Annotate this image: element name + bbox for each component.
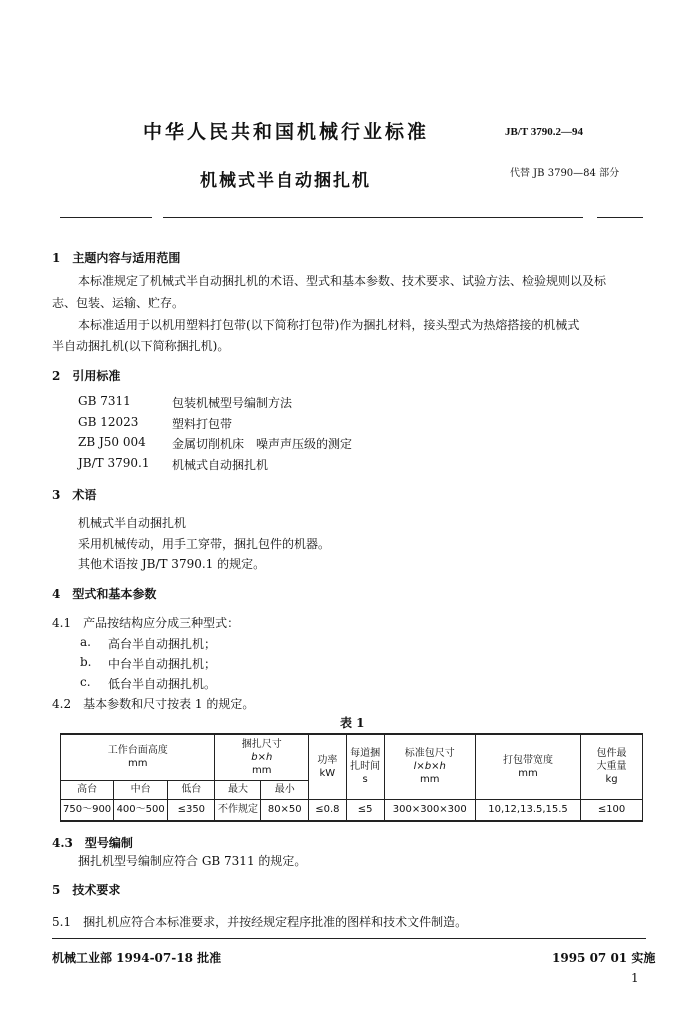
type-mark: b. xyxy=(80,655,92,669)
ref-code: ZB J50 004 xyxy=(78,435,146,449)
col-max: 最大 xyxy=(215,780,261,799)
pack-size-header xyxy=(384,734,475,799)
section-3-heading: 3 术语 xyxy=(52,488,97,502)
strap-time-unit: s xyxy=(362,774,368,786)
ref-title: 金属切削机床 噪声声压级的测定 xyxy=(172,437,353,451)
standard-title: 中华人民共和国机械行业标准 xyxy=(143,121,430,143)
footer-rule xyxy=(52,938,646,939)
ref-code: JB/T 3790.1 xyxy=(78,456,150,470)
bale-size-label: 捆扎尺寸 xyxy=(241,738,282,750)
type-text: 中台半自动捆扎机； xyxy=(108,657,217,671)
cell-max: 不作规定 xyxy=(215,799,261,821)
term-name: 机械式半自动捆扎机 xyxy=(78,516,187,530)
max-weight-label-1: 包件最 xyxy=(596,748,627,760)
cell-weight: ≤100 xyxy=(581,799,643,821)
ref-title: 机械式自动捆扎机 xyxy=(172,458,269,472)
clause-4-3-text: 捆扎机型号编制应符合 GB 7311 的规定。 xyxy=(78,854,307,868)
document-title: 机械式半自动捆扎机 xyxy=(200,171,371,191)
strap-width-label: 打包带宽度 xyxy=(503,754,554,766)
ref-code: GB 12023 xyxy=(78,415,139,429)
type-text: 高台半自动捆扎机； xyxy=(108,637,217,651)
max-weight-header xyxy=(581,734,643,799)
strap-width-header xyxy=(476,734,581,799)
type-text: 低台半自动捆扎机。 xyxy=(108,677,217,691)
worktable-height-header xyxy=(61,734,215,780)
clause-5-1: 5.1 捆扎机应符合本标准要求，并按经规定程序批准的图样和技术文件制造。 xyxy=(52,915,468,929)
bale-size-formula: b×h xyxy=(251,751,273,763)
ref-code: GB 7311 xyxy=(78,394,131,408)
cell-strap: 10,12,13.5,15.5 xyxy=(476,799,581,821)
worktable-height-unit: mm xyxy=(128,758,148,770)
clause-4-2: 4.2 基本参数和尺寸按表 1 的规定。 xyxy=(52,697,255,711)
strap-time-label-2: 扎时间 xyxy=(350,761,381,773)
strap-width-unit: mm xyxy=(518,767,538,779)
cell-pack: 300×300×300 xyxy=(384,799,475,821)
col-min: 最小 xyxy=(261,780,309,799)
power-header xyxy=(309,734,347,799)
type-mark: a. xyxy=(80,635,91,649)
table-row xyxy=(61,799,643,821)
section-1-p2-line2: 半自动捆扎机(以下简称捆扎机)。 xyxy=(52,339,230,353)
cell-low: ≤350 xyxy=(168,799,215,821)
term-other: 其他术语按 JB/T 3790.1 的规定。 xyxy=(78,557,266,571)
section-2-heading: 2 引用标准 xyxy=(52,369,121,383)
pack-size-formula: l×b×h xyxy=(413,761,446,773)
cell-high: 750～900 xyxy=(61,799,114,821)
ref-title: 塑料打包带 xyxy=(172,417,233,431)
cell-mid: 400～500 xyxy=(114,799,168,821)
type-mark: c. xyxy=(80,675,91,689)
bale-size-header xyxy=(215,734,309,780)
header-rule-left xyxy=(60,217,152,218)
section-1-heading: 1 主题内容与适用范围 xyxy=(52,251,181,265)
section-1-p1-line2: 志、包装、运输、贮存。 xyxy=(52,296,185,310)
clause-4-1: 4.1 产品按结构应分成三种型式： xyxy=(52,616,240,630)
term-definition: 采用机械传动，用手工穿带，捆扎包件的机器。 xyxy=(78,537,331,551)
strap-time-header xyxy=(346,734,384,799)
standard-code: JB/T 3790.2—94 xyxy=(505,126,584,138)
approval-note: 机械工业部 1994-07-18 批准 xyxy=(52,951,222,965)
header-rule-right xyxy=(597,217,643,218)
max-weight-label-2: 大重量 xyxy=(596,761,627,773)
header-rule-middle xyxy=(163,217,583,218)
worktable-height-label: 工作台面高度 xyxy=(107,745,168,757)
parameters-table xyxy=(60,733,643,822)
ref-title: 包装机械型号编制方法 xyxy=(172,396,293,410)
col-mid: 中台 xyxy=(114,780,168,799)
clause-4-3-heading: 4.3 型号编制 xyxy=(52,836,133,850)
cell-power: ≤0.8 xyxy=(309,799,347,821)
pack-size-unit: mm xyxy=(420,774,440,786)
table-header-row xyxy=(61,734,643,780)
power-unit: kW xyxy=(319,767,336,779)
table-caption: 表 1 xyxy=(340,716,365,730)
col-high: 高台 xyxy=(61,780,114,799)
section-1-p1-line1: 本标准规定了机械式半自动捆扎机的术语、型式和基本参数、技术要求、试验方法、检验规则以及标 xyxy=(78,274,607,288)
page-number: 1 xyxy=(631,971,639,985)
effective-date: 1995 07 01 实施 xyxy=(552,951,656,965)
col-low: 低台 xyxy=(168,780,215,799)
replaces-note: 代替 JB 3790—84 部分 xyxy=(510,168,620,179)
cell-min: 80×50 xyxy=(261,799,309,821)
power-label: 功率 xyxy=(317,754,338,766)
section-5-heading: 5 技术要求 xyxy=(52,883,121,897)
pack-size-label: 标准包尺寸 xyxy=(404,748,455,760)
section-4-heading: 4 型式和基本参数 xyxy=(52,587,157,601)
max-weight-unit: kg xyxy=(605,774,618,786)
section-1-p2-line1: 本标准适用于以机用塑料打包带(以下简称打包带)作为捆扎材料，接头型式为热熔搭接的机械式 xyxy=(78,318,580,332)
cell-time: ≤5 xyxy=(346,799,384,821)
strap-time-label-1: 每道捆 xyxy=(350,748,381,760)
bale-size-unit: mm xyxy=(252,764,272,776)
